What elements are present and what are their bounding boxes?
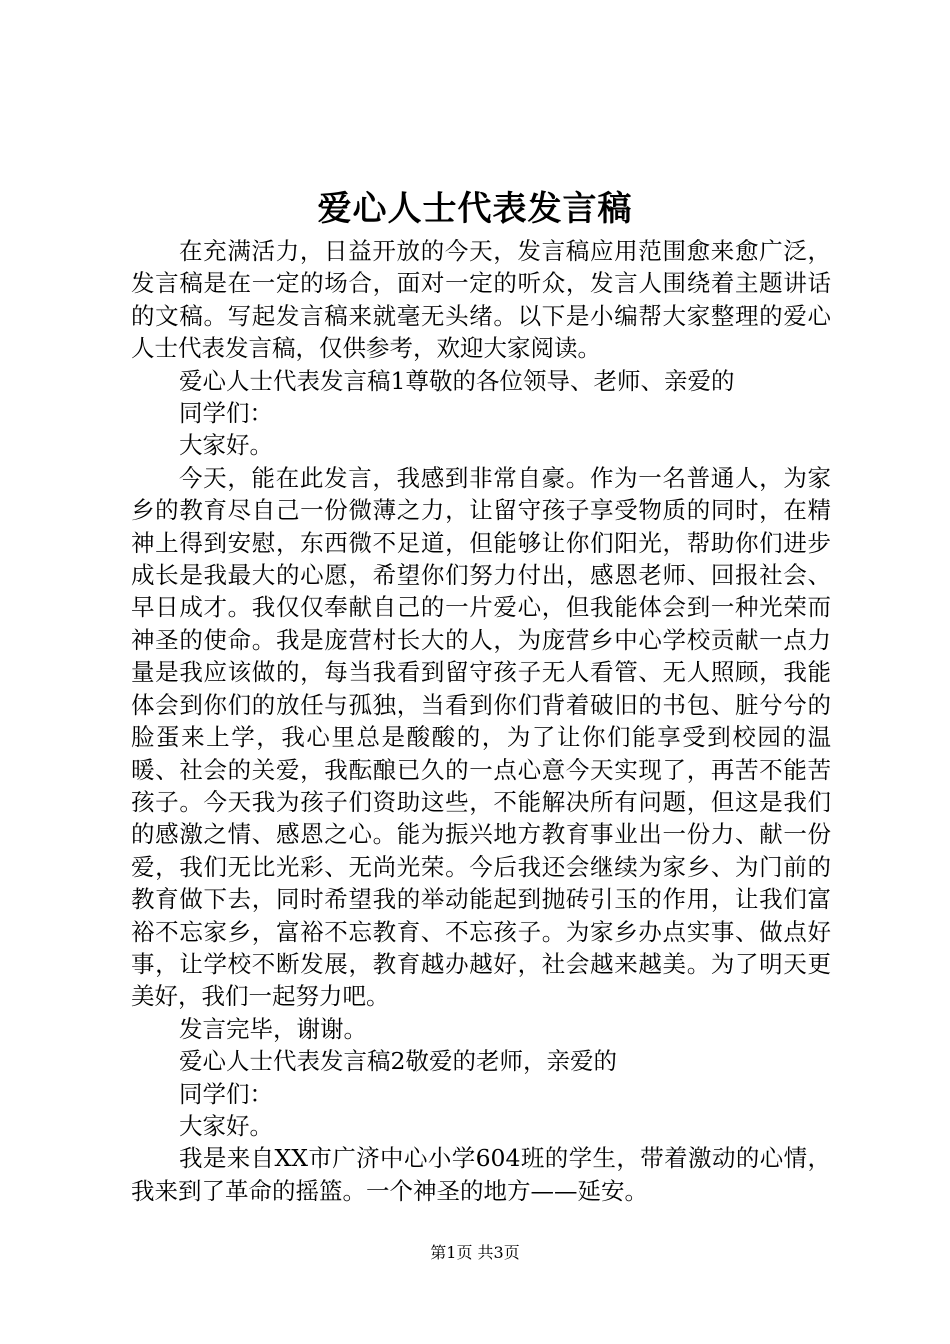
paragraph-intro: 在充满活力，日益开放的今天，发言稿应用范围愈来愈广泛，发言稿是在一定的场合，面对一定的听众，发言人围绕着主题讲话的文稿。写起发言稿来就毫无头绪。以下是小编帮大家整理的爱心人士代表发言稿，仅供参考，欢迎大家阅读。: [131, 237, 831, 363]
paragraph-speech2-body: 我是来自XX市广济中心小学604班的学生，带着激动的心情，我来到了革命的摇篮。一个神圣的地方——延安。: [131, 1144, 831, 1205]
paragraph-speech2-heading: 爱心人士代表发言稿2敬爱的老师，亲爱的: [179, 1047, 617, 1076]
paragraph-speech2-salutation: 同学们：: [179, 1079, 273, 1108]
paragraph-speech1-greeting: 大家好。: [179, 431, 273, 460]
paragraph-speech1-closing: 发言完毕，谢谢。: [179, 1014, 367, 1043]
paragraph-speech1-body: 今天，能在此发言，我感到非常自豪。作为一名普通人，为家乡的教育尽自己一份微薄之力，让留守孩子享受物质的同时，在精神上得到安慰，东西微不足道，但能够让你们阳光，帮助你们进步成长是我最大的心愿，希望你们努力付出，感恩老师、回报社会、早日成才。我仅仅奉献自己的一片爱心，但我能体会到一种光荣而神圣的使命。我是庞营村长大的人，为庞营乡中心学校贡献一点力量是我应该做的，每当我看到留守孩子无人看管、无人照顾，我能体会到你们的放任与孤独，当看到你们背着破旧的书包、脏兮兮的脸蛋来上学，我心里总是酸酸的，为了让你们能享受到校园的温暖、社会的关爱，我酝酿已久的一点心意今天实现了，再苦不能苦孩子。今天我为孩子们资助这些，不能解决所有问题，但这是我们的感激之情、感恩之心。能为振兴地方教育事业出一份力、献一份爱，我们无比光彩、无尚光荣。今后我还会继续为家乡、为门前的教育做下去，同时希望我的举动能起到抛砖引玉的作用，让我们富裕不忘家乡，富裕不忘教育、不忘孩子。为家乡办点实事、做点好事，让学校不断发展，教育越办越好，社会越来越美。为了明天更美好，我们一起努力吧。: [131, 463, 831, 1011]
document-body: [131, 235, 831, 1207]
paragraph-speech2-greeting: 大家好。: [179, 1111, 273, 1140]
page-footer: 第1页 共3页: [430, 1243, 520, 1262]
paragraph-speech1-heading: 爱心人士代表发言稿1尊敬的各位领导、老师、亲爱的: [179, 366, 735, 395]
paragraph-speech1-salutation: 同学们：: [179, 399, 273, 428]
document-title: 爱心人士代表发言稿: [317, 189, 633, 229]
